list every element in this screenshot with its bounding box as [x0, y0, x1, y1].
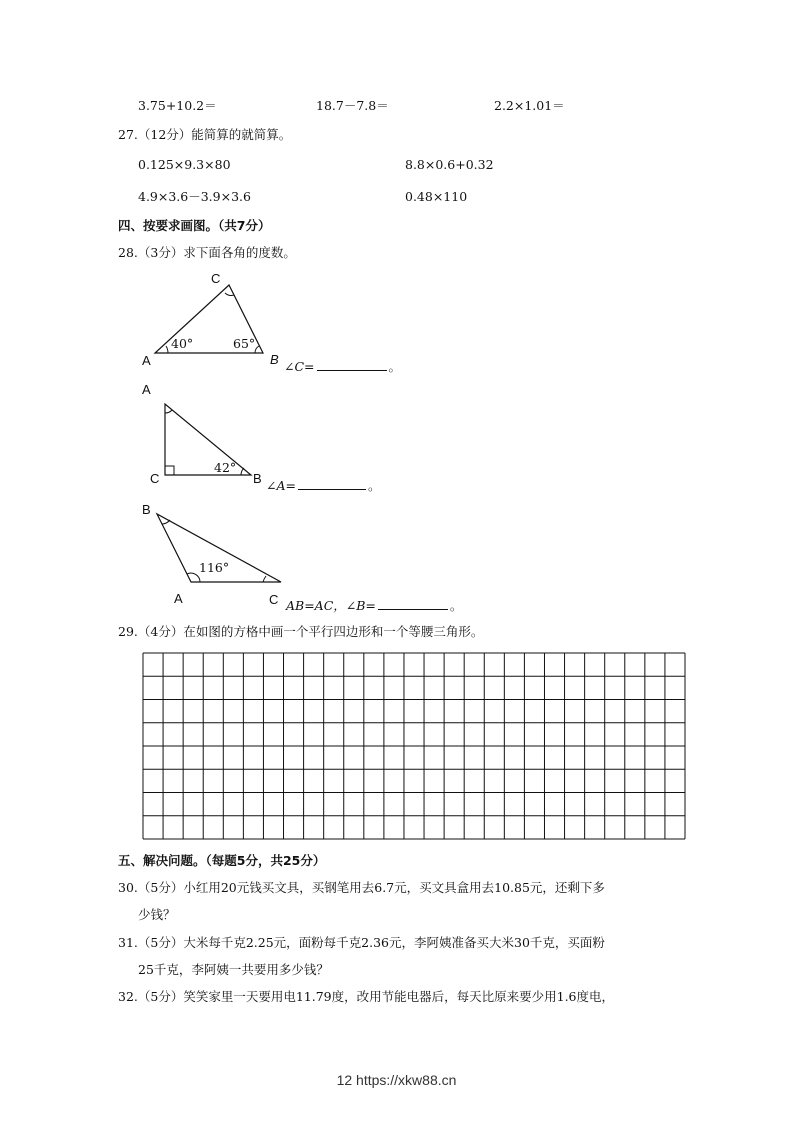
t2-right-angle — [165, 466, 174, 475]
t1-answer-blank[interactable] — [317, 358, 387, 371]
t3-answer-blank[interactable] — [378, 597, 448, 610]
section-4-heading: 四、按要求画图。（共7分） — [118, 218, 271, 233]
t2-label-c: C — [150, 471, 160, 486]
t3-answer-label: AB=AC，∠B= — [286, 598, 376, 613]
t3-label-c: C — [269, 592, 279, 607]
t2-answer — [266, 476, 381, 494]
q30-line-1: 30.（5分）小红用20元钱买文具，买钢笔用去6.7元，买文具盒用去10.85元，还剩下多 — [118, 880, 605, 895]
q27-title: 27.（12分）能简算的就简算。 — [118, 127, 292, 142]
q30-line-2: 少钱？ — [138, 907, 176, 922]
q27-item-1: 0.125×9.3×80 — [138, 157, 231, 172]
t2-answer-blank[interactable] — [298, 477, 366, 490]
section-5-heading: 五、解决问题。（每题5分，共25分） — [118, 853, 326, 868]
t1-arc-b — [255, 346, 259, 353]
t2-answer-label: ∠A= — [266, 478, 296, 493]
t2-arc-a — [165, 410, 172, 413]
q32-line-1: 32.（5分）笑笑家里一天要用电11.79度，改用节能电器后，每天比原来要少用1.6度电， — [118, 989, 614, 1004]
t1-angle-b: 65° — [233, 336, 256, 351]
q27-item-2: 8.8×0.6+0.32 — [405, 157, 494, 172]
calc-1: 3.75+10.2＝ — [138, 98, 217, 113]
t1-label-a: A — [142, 353, 151, 368]
triangle-2 — [165, 404, 251, 475]
t3-arc-b — [162, 520, 170, 524]
t1-arc-a — [166, 346, 168, 353]
t2-angle-b: 42° — [214, 460, 237, 475]
t3-label-a: A — [174, 591, 183, 606]
t1-end-mark: 。 — [388, 359, 402, 374]
t2-label-a: A — [142, 382, 151, 397]
page-footer: 12 https://xkw88.cn — [336, 1072, 457, 1088]
t1-angle-a: 40° — [171, 336, 194, 351]
t3-answer — [286, 596, 462, 614]
calc-3: 2.2×1.01＝ — [494, 98, 565, 113]
q28-title: 28.（3分）求下面各角的度数。 — [118, 245, 296, 260]
q27-item-3: 4.9×3.6－3.9×3.6 — [138, 189, 251, 204]
t1-label-b: B — [270, 352, 279, 367]
t2-arc-b — [241, 468, 244, 475]
q27-item-4: 0.48×110 — [405, 189, 468, 204]
q29-title: 29.（4分）在如图的方格中画一个平行四边形和一个等腰三角形。 — [118, 624, 484, 639]
t1-answer-label: ∠C= — [284, 359, 315, 374]
t3-end-mark: 。 — [449, 598, 463, 613]
calc-2: 18.7－7.8＝ — [316, 98, 389, 113]
q31-line-1: 31.（5分）大米每千克2.25元，面粉每千克2.36元，李阿姨准备买大米30千克，买面粉 — [118, 935, 605, 950]
t2-label-b: B — [253, 471, 262, 486]
t2-end-mark: 。 — [367, 478, 381, 493]
t3-arc-c — [263, 576, 266, 582]
t1-label-c: C — [211, 271, 221, 286]
t3-label-b: B — [142, 502, 151, 517]
q31-line-2: 25千克，李阿姨一共要用多少钱？ — [138, 962, 329, 977]
t1-answer — [284, 357, 401, 375]
t3-angle-a: 116° — [199, 560, 230, 575]
